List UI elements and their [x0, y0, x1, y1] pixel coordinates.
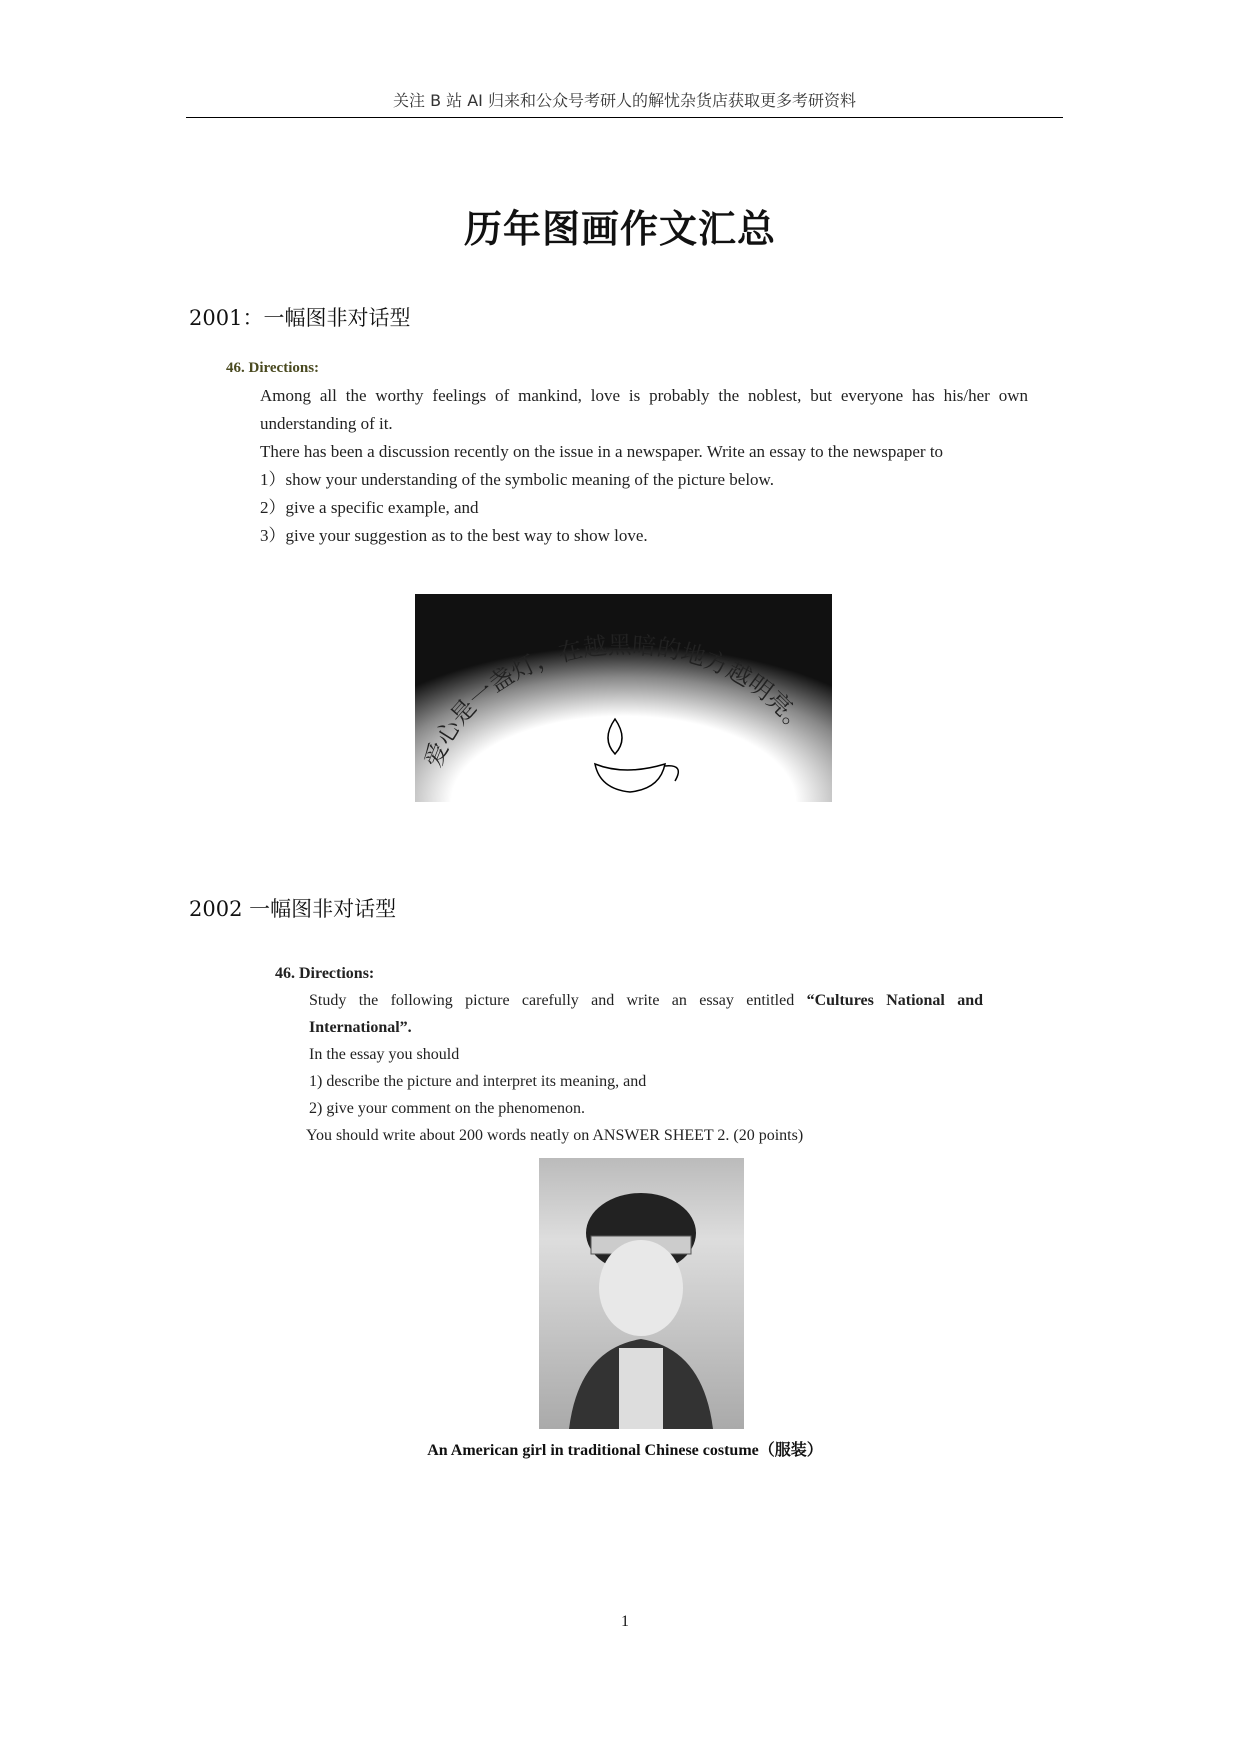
caption-text: An American girl in traditional Chinese costume（服装）	[427, 1442, 823, 1459]
essay-title: “Cultures National and International”.	[309, 992, 984, 1036]
directions-2002	[275, 960, 983, 1149]
page-header: 关注 B 站 AI 归来和公众号考研人的解忧杂货店获取更多考研资料	[393, 91, 856, 110]
header-divider	[186, 117, 1063, 118]
paragraph: Among all the worthy feelings of mankind, love is probably the noblest, but everyone has his/her own understanding of it.	[260, 386, 1028, 433]
section-heading-2001: 2001：一幅图非对话型	[189, 306, 411, 330]
lamp-illustration	[415, 594, 832, 802]
directions-label: 46. Directions:	[275, 965, 375, 982]
girl-photo	[539, 1158, 744, 1429]
paragraph: In the essay you should	[309, 1046, 460, 1063]
list-item: 1) describe the picture and interpret its meaning, and	[309, 1073, 647, 1090]
paragraph: There has been a discussion recently on the issue in a newspaper. Write an essay to the newspaper to	[260, 442, 944, 461]
list-item: 1）show your understanding of the symbolic meaning of the picture below.	[260, 470, 774, 489]
paragraph: Study the following picture carefully and write an essay entitled	[309, 992, 807, 1009]
directions-2001	[226, 354, 1028, 550]
picture-caption-text: 爱心是一盏灯，在越黑暗的地方越明亮。	[419, 630, 815, 772]
page-number: 1	[621, 1613, 629, 1630]
note: You should write about 200 words neatly on ANSWER SHEET 2. (20 points)	[306, 1127, 804, 1144]
directions-label: 46. Directions:	[226, 360, 320, 376]
list-item: 2) give your comment on the phenomenon.	[309, 1100, 585, 1117]
photo-caption	[0, 1437, 1240, 1460]
document-title: 历年图画作文汇总	[463, 207, 776, 251]
list-item: 2）give a specific example, and	[260, 498, 479, 517]
section-heading-2002: 2002 一幅图非对话型	[189, 897, 397, 921]
list-item: 3）give your suggestion as to the best way to show love.	[260, 526, 648, 545]
